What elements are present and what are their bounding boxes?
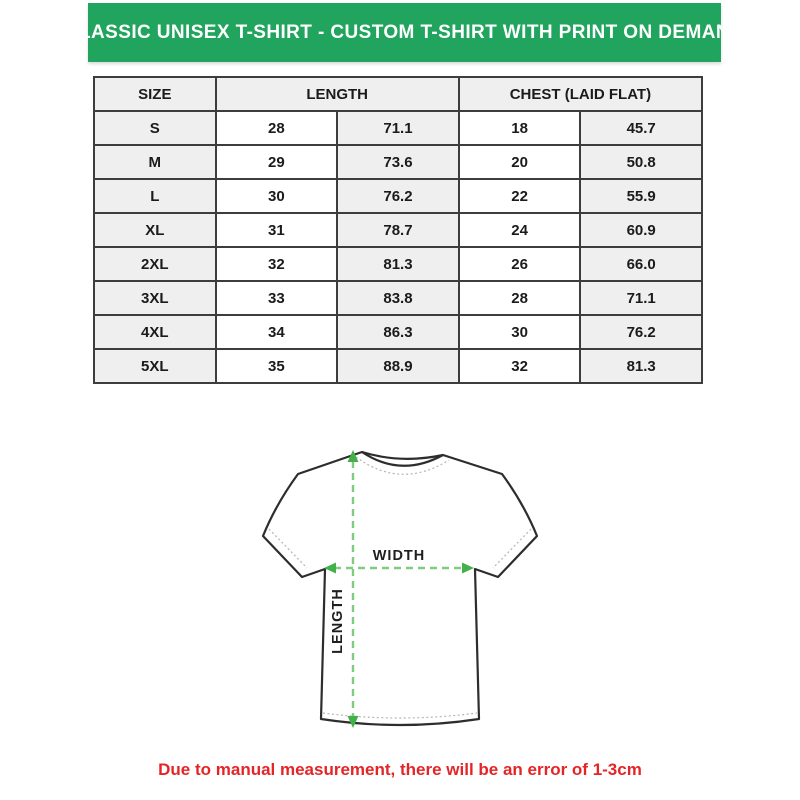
table-header-row: [94, 77, 702, 111]
table-row: [94, 349, 702, 383]
table-row: [94, 145, 702, 179]
size-cell: S: [94, 111, 216, 145]
chest-in-cell: 28: [459, 281, 581, 315]
chest-in-cell: 32: [459, 349, 581, 383]
length-in-cell: 32: [216, 247, 338, 281]
size-table-container: [93, 76, 703, 384]
size-cell: 2XL: [94, 247, 216, 281]
chest-cm-cell: 50.8: [580, 145, 702, 179]
length-cm-cell: 88.9: [337, 349, 459, 383]
size-chart-table: [93, 76, 703, 384]
length-in-cell: 31: [216, 213, 338, 247]
length-cm-cell: 76.2: [337, 179, 459, 213]
chest-in-cell: 30: [459, 315, 581, 349]
chest-cm-cell: 45.7: [580, 111, 702, 145]
chest-cm-cell: 55.9: [580, 179, 702, 213]
length-label: LENGTH: [330, 588, 346, 654]
length-in-cell: 35: [216, 349, 338, 383]
header-chest: CHEST (LAID FLAT): [459, 77, 702, 111]
length-in-cell: 29: [216, 145, 338, 179]
chest-in-cell: 22: [459, 179, 581, 213]
size-cell: 5XL: [94, 349, 216, 383]
header-size: SIZE: [94, 77, 216, 111]
length-cm-cell: 71.1: [337, 111, 459, 145]
chest-in-cell: 26: [459, 247, 581, 281]
chest-cm-cell: 81.3: [580, 349, 702, 383]
size-cell: 3XL: [94, 281, 216, 315]
page-title: CLASSIC UNISEX T-SHIRT - CUSTOM T-SHIRT WITH PRINT ON DEMAND: [64, 21, 745, 43]
length-in-cell: 28: [216, 111, 338, 145]
chest-cm-cell: 71.1: [580, 281, 702, 315]
length-in-cell: 30: [216, 179, 338, 213]
table-row: [94, 213, 702, 247]
tshirt-outline: [263, 452, 537, 725]
table-row: [94, 315, 702, 349]
length-in-cell: 34: [216, 315, 338, 349]
length-cm-cell: 81.3: [337, 247, 459, 281]
size-cell: 4XL: [94, 315, 216, 349]
chest-in-cell: 24: [459, 213, 581, 247]
length-in-cell: 33: [216, 281, 338, 315]
size-cell: M: [94, 145, 216, 179]
header-length: LENGTH: [216, 77, 459, 111]
chest-in-cell: 20: [459, 145, 581, 179]
chest-cm-cell: 60.9: [580, 213, 702, 247]
table-row: [94, 111, 702, 145]
length-cm-cell: 73.6: [337, 145, 459, 179]
table-row: [94, 281, 702, 315]
chest-in-cell: 18: [459, 111, 581, 145]
chest-cm-cell: 76.2: [580, 315, 702, 349]
length-cm-cell: 86.3: [337, 315, 459, 349]
width-label: WIDTH: [372, 548, 426, 564]
measurement-disclaimer: Due to manual measurement, there will be an error of 1-3cm: [158, 760, 642, 779]
size-cell: L: [94, 179, 216, 213]
length-cm-cell: 83.8: [337, 281, 459, 315]
length-cm-cell: 78.7: [337, 213, 459, 247]
table-row: [94, 179, 702, 213]
table-row: [94, 247, 702, 281]
tshirt-measurement-diagram: [230, 430, 570, 760]
size-cell: XL: [94, 213, 216, 247]
chest-cm-cell: 66.0: [580, 247, 702, 281]
title-banner: [64, 3, 745, 62]
